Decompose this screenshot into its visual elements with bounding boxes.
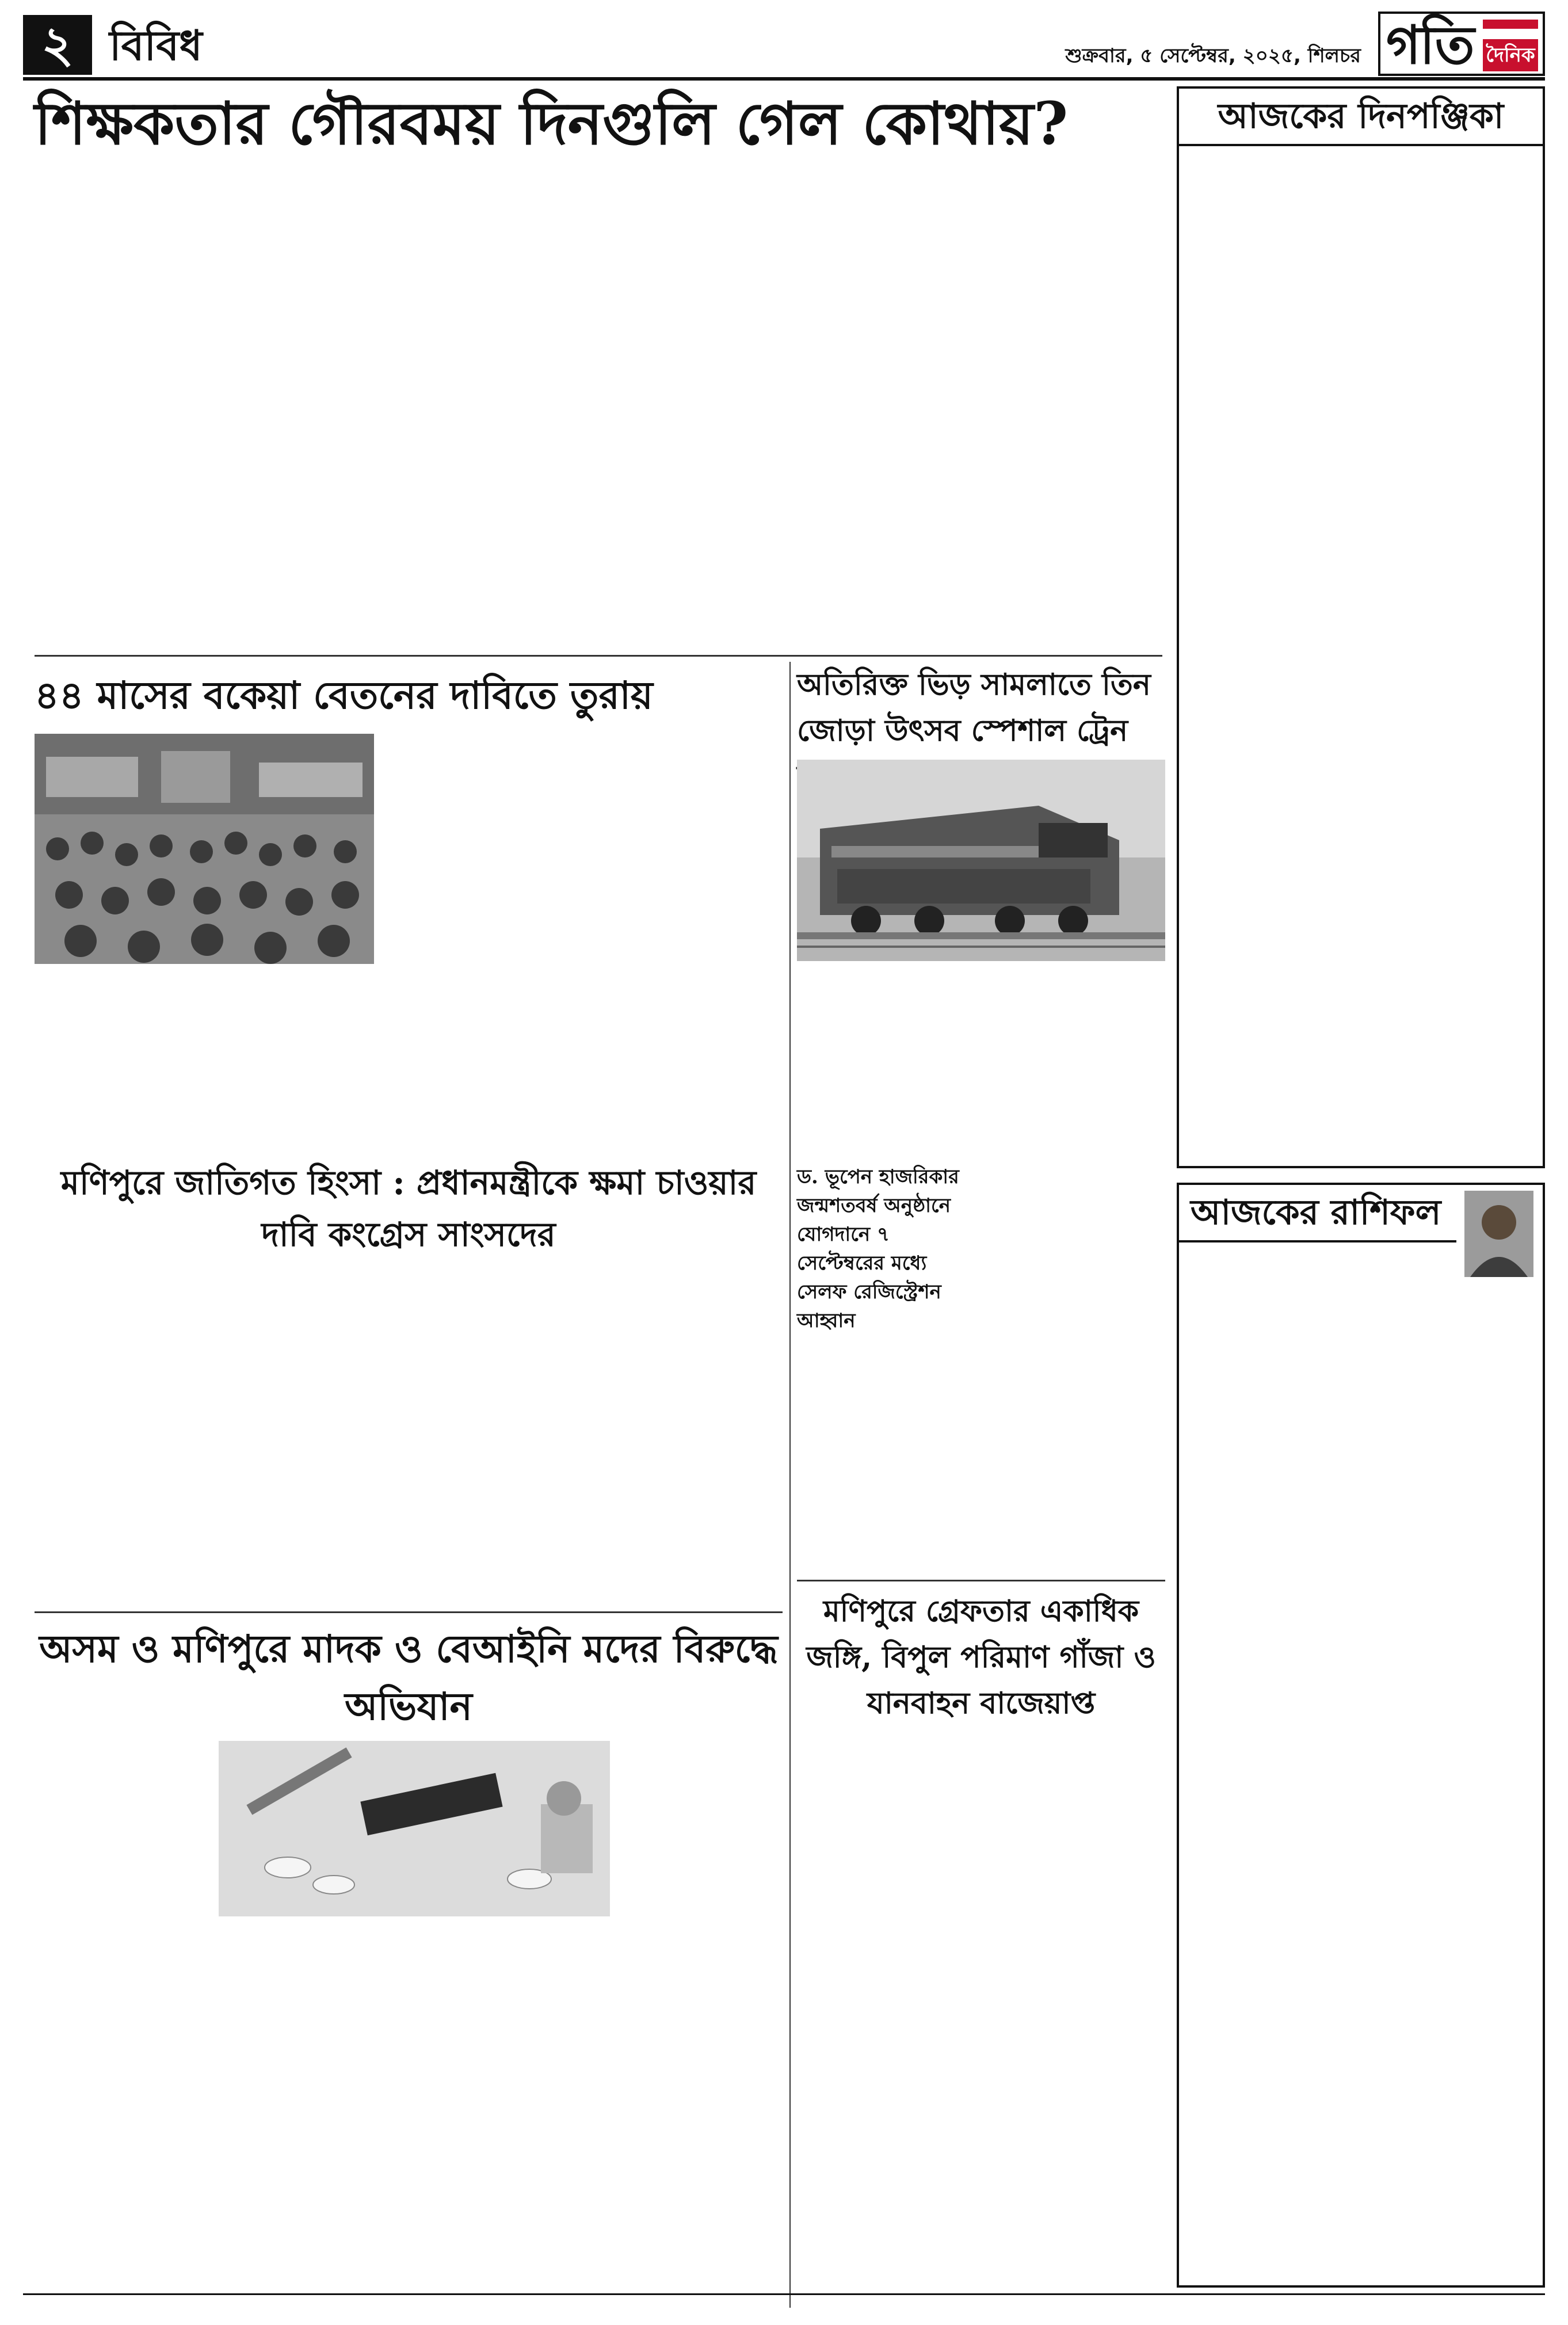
teachers-body bbox=[35, 167, 1162, 650]
divider-line bbox=[35, 1611, 783, 1613]
drugs-drive-body bbox=[219, 1939, 783, 2285]
rail-headline: অতিরিক্ত ভিড় সামলাতে তিন জোড়া উৎসব স্পেশাল ট্রেন bbox=[797, 667, 1151, 748]
dateline: শুক্রবার, ৫ সেপ্টেম্বর, ২০২৫, শিলচর bbox=[1065, 44, 1361, 67]
astrologer-photo bbox=[1464, 1191, 1533, 1277]
train-photo bbox=[797, 760, 1165, 961]
locomotive-image bbox=[797, 760, 1165, 961]
manipur-arrest-body bbox=[797, 1801, 1165, 2285]
horoscope-box bbox=[1177, 1183, 1545, 2288]
footer-imprint bbox=[23, 2293, 1545, 2320]
protest-crowd-photo bbox=[35, 734, 374, 964]
astrologer-portrait bbox=[1464, 1191, 1533, 1277]
masthead bbox=[23, 12, 1545, 81]
page-number: ২ bbox=[23, 15, 92, 75]
almanac-title: আজকের দিনপঞ্জিকা bbox=[1179, 89, 1543, 146]
horoscope-text bbox=[1191, 1306, 1531, 2278]
manipur-arrest-headline: মণিপুরে গ্রেফতার একাধিক জঙ্গি, বিপুল পরিমাণ গাঁজা ও যানবাহন বাজেয়াপ্ত bbox=[806, 1594, 1156, 1721]
salary-protest-body bbox=[380, 734, 783, 1160]
protest-crowd-image bbox=[35, 734, 374, 964]
almanac-source bbox=[1191, 1130, 1531, 1156]
salary-protest-headline: ৪৪ মাসের বকেয়া বেতনের দাবিতে তুরায় bbox=[35, 673, 653, 718]
divider-line bbox=[35, 655, 1162, 657]
logo-word: গতি bbox=[1386, 14, 1474, 76]
drugs-drive-left-body bbox=[35, 1767, 207, 2285]
almanac-box bbox=[1177, 86, 1545, 1168]
astrologer-phone bbox=[1191, 1275, 1456, 1298]
logo-tagline-bar bbox=[1483, 20, 1538, 29]
teachers-headline: শিক্ষকতার গৌরবময় দিনগুলি গেল কোথায়? bbox=[35, 89, 1069, 158]
hazarika-headline: ড. ভূপেন হাজরিকার জন্মশতবর্ষ অনুষ্ঠানে যোগদানে ৭ সেপ্টেম্বরের মধ্যে সেলফ রেজিস্ট্রেশন আহ্বান bbox=[797, 1162, 975, 1306]
manipur-pm-headline: মণিপুরে জাতিগত হিংসা : প্রধানমন্ত্রীকে ক্ষমা চাওয়ার দাবি কংগ্রেস সাংসদের bbox=[60, 1163, 757, 1254]
drugs-drive-headline: অসম ও মণিপুরে মাদক ও বেআইনি মদের বিরুদ্ধে অভিযান bbox=[39, 1626, 778, 1729]
drugs-image bbox=[219, 1741, 610, 1916]
manipur-pm-body bbox=[35, 1269, 783, 1603]
logo-daily-badge: দৈনিক bbox=[1483, 39, 1538, 71]
section-name: বিবিধ bbox=[109, 21, 203, 70]
divider-line bbox=[789, 662, 791, 2308]
newspaper-logo bbox=[1378, 12, 1545, 76]
almanac-text bbox=[1191, 158, 1531, 1125]
divider-line bbox=[797, 1580, 1165, 1581]
astrologer-name bbox=[1191, 1248, 1456, 1274]
drugs-photo bbox=[219, 1741, 610, 1916]
hazarika-body bbox=[797, 1335, 975, 1571]
horoscope-title: আজকের রাশিফল bbox=[1179, 1185, 1456, 1242]
